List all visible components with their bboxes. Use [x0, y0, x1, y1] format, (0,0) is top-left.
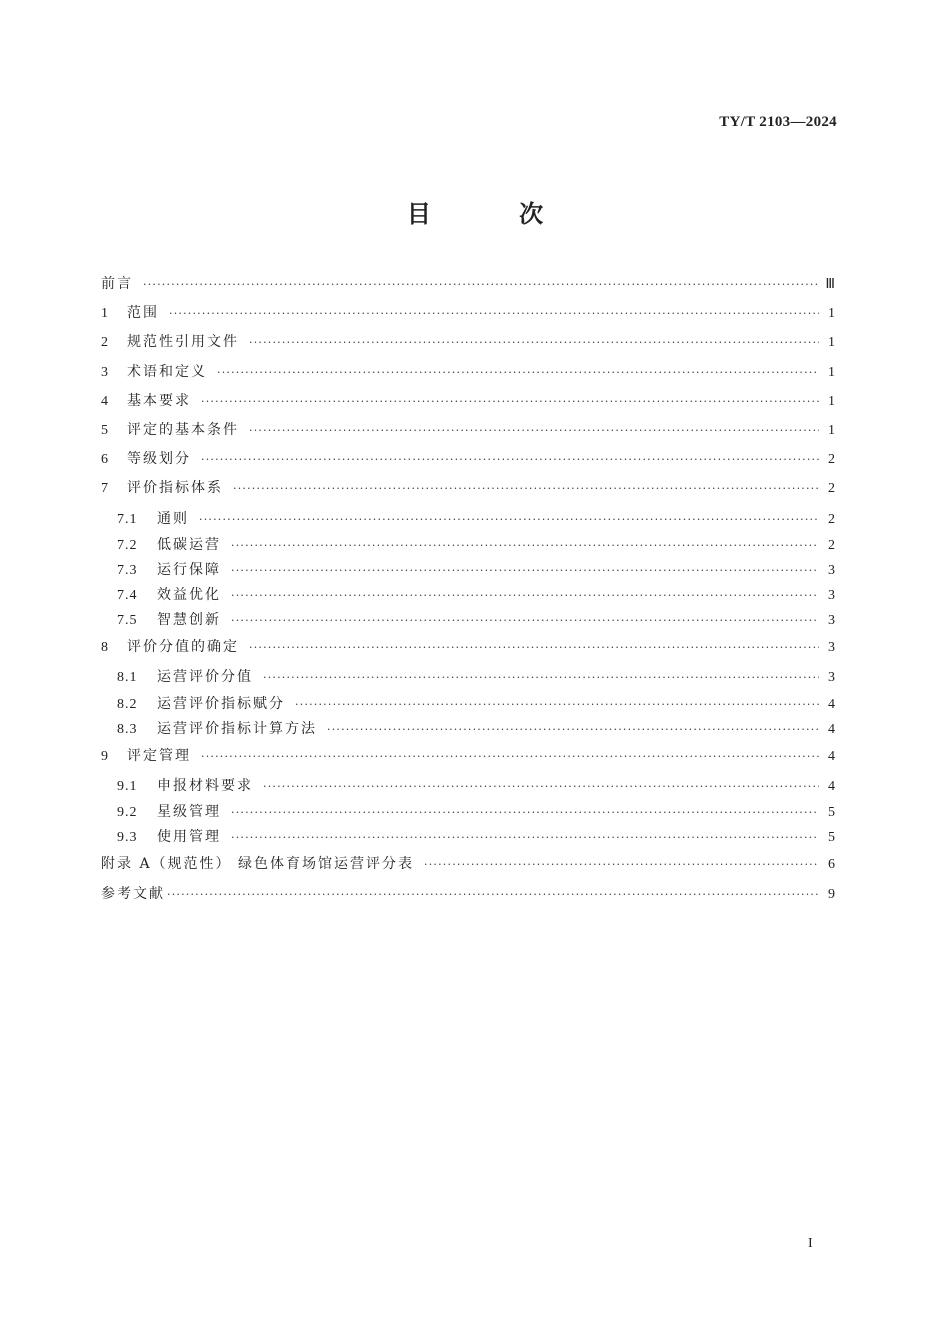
toc-entry-8-2[interactable] [101, 692, 835, 717]
toc-entry-page: 2 [828, 452, 835, 468]
toc-entry-number: 1 [101, 306, 108, 322]
toc-entry-page: 2 [828, 511, 835, 527]
toc-entry-7-5[interactable] [101, 608, 835, 633]
toc-entry-9[interactable] [101, 742, 835, 771]
toc-entry-text: 低碳运营 [157, 537, 221, 553]
toc-entry-text: 评价分值的确定 [127, 639, 239, 655]
toc-entry-page: 2 [828, 538, 835, 553]
dot-leader [201, 445, 819, 474]
toc-entry-8[interactable] [101, 633, 835, 662]
toc-entry-number: 7.4 [117, 588, 138, 603]
toc-entry-page: Ⅲ [825, 277, 835, 292]
toc-entry-number: 3 [101, 364, 108, 380]
dot-leader [295, 692, 819, 717]
dot-leader [231, 558, 819, 583]
toc-entry-number: 7.5 [117, 613, 138, 628]
dot-leader [249, 328, 819, 357]
toc-entry-7[interactable] [101, 474, 835, 503]
toc-entry-page: 4 [828, 778, 835, 794]
toc-entry-9-3[interactable] [101, 825, 835, 850]
toc-entry-text: 前言 [101, 276, 133, 292]
dot-leader [263, 771, 819, 802]
toc-entry-text: 附录 A（规范性） 绿色体育场馆运营评分表 [101, 856, 415, 873]
toc-entry-text: 参考文献 [101, 885, 165, 902]
toc-entry-page: 2 [828, 481, 835, 497]
toc-entry-number: 8.1 [117, 670, 138, 686]
toc-entry-text: 通则 [157, 510, 189, 527]
toc-entry-text: 星级管理 [157, 804, 221, 821]
toc-entry-text: 评定管理 [127, 747, 191, 764]
toc-entry-page: 5 [828, 830, 835, 846]
dot-leader [231, 608, 819, 633]
toc-entry-number: 5 [101, 422, 108, 438]
toc-entry-page: 5 [828, 805, 835, 821]
toc-entry-7-3[interactable] [101, 558, 835, 583]
toc-entry-text: 使用管理 [157, 829, 221, 846]
toc-entry-number: 9.2 [117, 805, 138, 821]
toc-entry-number: 7.1 [117, 511, 138, 527]
dot-leader [249, 416, 819, 445]
toc-entry-page: 3 [828, 670, 835, 686]
toc-entry-number: 7.2 [117, 538, 138, 553]
toc-entry-page: 1 [828, 306, 835, 322]
dot-leader [231, 533, 819, 558]
toc-entry-number: 4 [101, 393, 108, 409]
toc-entry-8-1[interactable] [101, 662, 835, 692]
toc-entry-9-1[interactable] [101, 771, 835, 801]
toc-entry-3[interactable] [101, 358, 835, 387]
dot-leader [217, 358, 819, 387]
toc-entry-number: 7.3 [117, 563, 138, 578]
toc-entry-5[interactable] [101, 416, 835, 445]
dot-leader [231, 800, 819, 825]
toc-entry-appendix-a[interactable] [101, 850, 835, 879]
toc-entry-number: 9.1 [117, 778, 138, 794]
toc-entry-page: 3 [828, 588, 835, 603]
toc-entry-number: 6 [101, 452, 108, 468]
toc-entry-page: 1 [828, 364, 835, 380]
dot-leader [327, 717, 819, 742]
toc-entry-1[interactable] [101, 299, 835, 328]
dot-leader [201, 742, 819, 771]
toc-entry-text: 运行保障 [157, 562, 221, 578]
toc-entry-7-2[interactable] [101, 533, 835, 558]
document-code: TY/T 2103—2024 [719, 114, 837, 130]
toc-entry-number: 9 [101, 748, 108, 764]
toc-entry-page: 6 [828, 857, 835, 873]
dot-leader [231, 583, 819, 608]
dot-leader [201, 387, 819, 416]
toc-entry-text: 等级划分 [127, 451, 191, 468]
table-of-contents [101, 270, 835, 909]
dot-leader [424, 850, 819, 879]
toc-entry-9-2[interactable] [101, 800, 835, 825]
toc-entry-page: 3 [828, 613, 835, 628]
toc-entry-page: 3 [828, 563, 835, 578]
toc-entry-number: 2 [101, 335, 108, 351]
dot-leader [199, 504, 819, 535]
dot-leader [233, 474, 819, 503]
toc-entry-text: 效益优化 [157, 587, 221, 603]
toc-entry-4[interactable] [101, 387, 835, 416]
toc-entry-text: 评定的基本条件 [127, 421, 239, 438]
toc-entry-6[interactable] [101, 445, 835, 474]
toc-entry-page: 4 [828, 748, 835, 764]
toc-entry-page: 3 [828, 640, 835, 655]
dot-leader [169, 299, 819, 328]
toc-entry-2[interactable] [101, 328, 835, 357]
toc-entry-text: 智慧创新 [157, 612, 221, 628]
toc-entry-page: 4 [828, 721, 835, 737]
toc-entry-page: 1 [828, 335, 835, 351]
toc-entry-page: 9 [828, 886, 835, 902]
dot-leader [231, 825, 819, 850]
toc-entry-text: 评价指标体系 [127, 480, 223, 497]
dot-leader [167, 880, 819, 909]
toc-entry-text: 运营评价指标计算方法 [157, 720, 317, 737]
toc-entry-number: 8.3 [117, 721, 138, 737]
toc-entry-text: 申报材料要求 [157, 777, 253, 794]
dot-leader [263, 662, 819, 693]
toc-entry-text: 基本要求 [127, 392, 191, 409]
page-title: 目 次 [406, 199, 584, 228]
dot-leader [249, 633, 819, 662]
toc-entry-text: 运营评价分值 [157, 669, 253, 686]
dot-leader [143, 270, 819, 299]
toc-entry-text: 运营评价指标赋分 [157, 695, 285, 712]
toc-entry-8-3[interactable] [101, 717, 835, 742]
toc-entry-text: 范围 [127, 305, 159, 322]
toc-entry-number: 8.2 [117, 696, 138, 712]
toc-entry-7-1[interactable] [101, 504, 835, 534]
toc-entry-references[interactable] [101, 880, 835, 909]
toc-entry-page: 1 [828, 393, 835, 409]
toc-entry-page: 1 [828, 422, 835, 438]
toc-entry-text: 术语和定义 [127, 363, 207, 380]
toc-entry-number: 8 [101, 640, 108, 655]
toc-entry-text: 规范性引用文件 [127, 334, 239, 351]
toc-entry-number: 7 [101, 481, 108, 497]
toc-entry-page: 4 [828, 696, 835, 712]
page-number: I [808, 1236, 813, 1251]
toc-entry-number: 9.3 [117, 830, 138, 846]
toc-entry-7-4[interactable] [101, 583, 835, 608]
toc-entry-foreword[interactable] [101, 270, 835, 299]
